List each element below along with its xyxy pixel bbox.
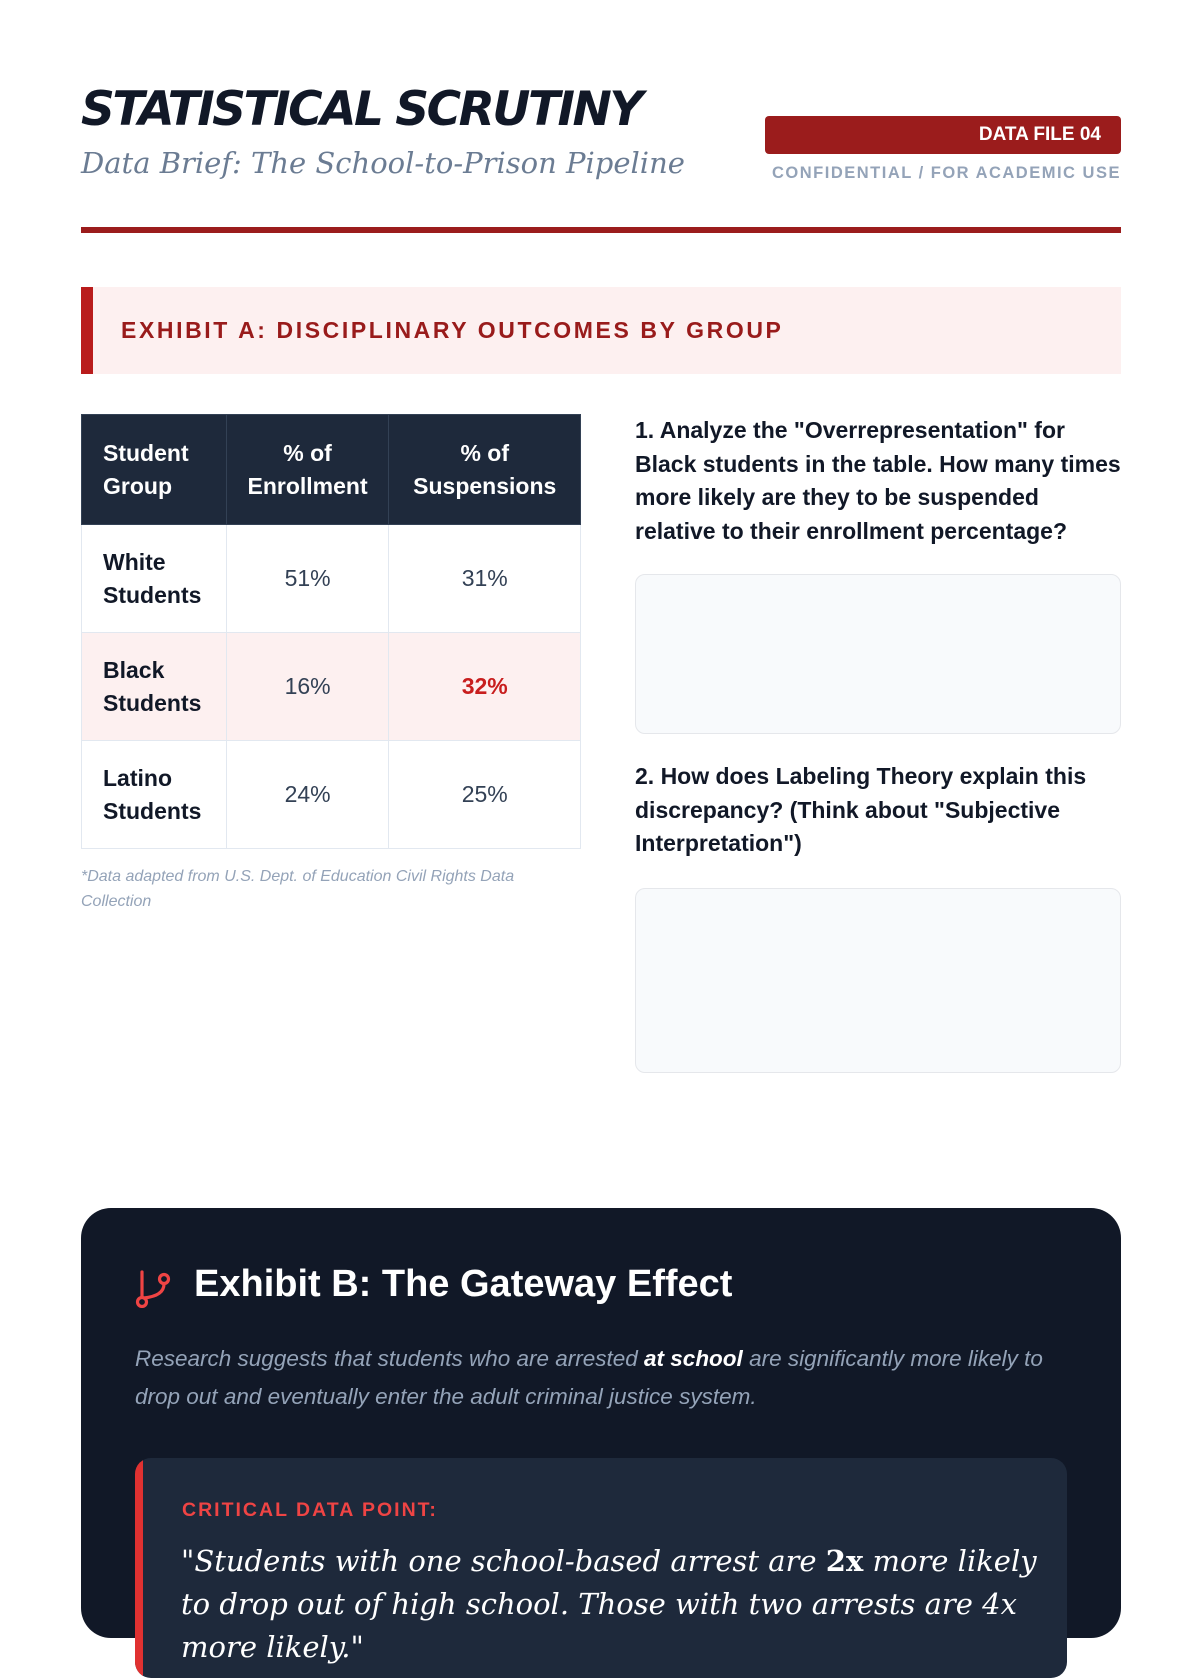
cell-group: Latino Students [82,741,227,849]
exhibit-b-description [135,1340,1065,1416]
cell-suspensions: 25% [389,741,581,849]
column-header-suspensions: % of Suspensions [389,415,581,525]
confidential-label: CONFIDENTIAL / FOR ACADEMIC USE [771,164,1121,182]
disciplinary-outcomes-table [81,414,581,849]
cell-suspensions: 31% [389,525,581,633]
quote-text: "Students with one school-based arrest are [181,1544,826,1578]
cell-group: White Students [82,525,227,633]
table-header-row [82,415,581,525]
exhibit-a-banner [81,287,1121,374]
table-footnote: *Data adapted from U.S. Dept. of Education Civil Rights Data Collection [81,868,515,910]
description-text-end: are significantly more likely to drop out and eventually enter the adult criminal justice system. [135,1346,1043,1409]
description-text: Research suggests that students who are arrested [135,1346,645,1371]
cell-enrollment: 16% [226,633,389,741]
cell-group: Black Students [82,633,227,741]
quote-text-end: more likely to drop out of high school. Those with two arrests are 4x more likely." [181,1544,1037,1664]
exhibit-a-title: EXHIBIT A: DISCIPLINARY OUTCOMES BY GROUP [121,317,784,343]
critical-label: CRITICAL DATA POINT: [182,1499,438,1521]
git-branch-icon [135,1270,171,1308]
critical-quote [181,1540,1041,1669]
column-header-enrollment: % of Enrollment [226,415,389,525]
exhibit-b-panel [81,1208,1121,1664]
column-header-student-group: Student Group [82,415,227,525]
critical-data-card [135,1458,1067,1678]
table-row-highlighted [82,633,581,741]
cell-enrollment: 51% [226,525,389,633]
question-2: 2. How does Labeling Theory explain this discrepancy? (Think about "Subjective Interpretation") [635,763,1087,856]
cell-suspensions-highlight: 32% [389,633,581,741]
page-subtitle: Data Brief: The School-to-Prison Pipeline [81,146,685,180]
table-row [82,525,581,633]
description-emphasis: at school [644,1346,743,1371]
answer-box-2[interactable] [635,888,1121,1073]
table-row [82,741,581,849]
question-1: 1. Analyze the "Overrepresentation" for Black students in the table. How many times more likely are they to be suspended relative to their enrollment percentage? [635,417,1121,544]
critical-accent-bar [135,1458,143,1678]
exhibit-b-title: Exhibit B: The Gateway Effect [194,1263,733,1305]
cell-enrollment: 24% [226,741,389,849]
page-title: STATISTICAL SCRUTINY [81,82,641,137]
header-divider [81,227,1121,233]
quote-emphasis: 2x [825,1544,864,1578]
data-file-badge: DATA FILE 04 [765,116,1121,154]
answer-box-1[interactable] [635,574,1121,734]
